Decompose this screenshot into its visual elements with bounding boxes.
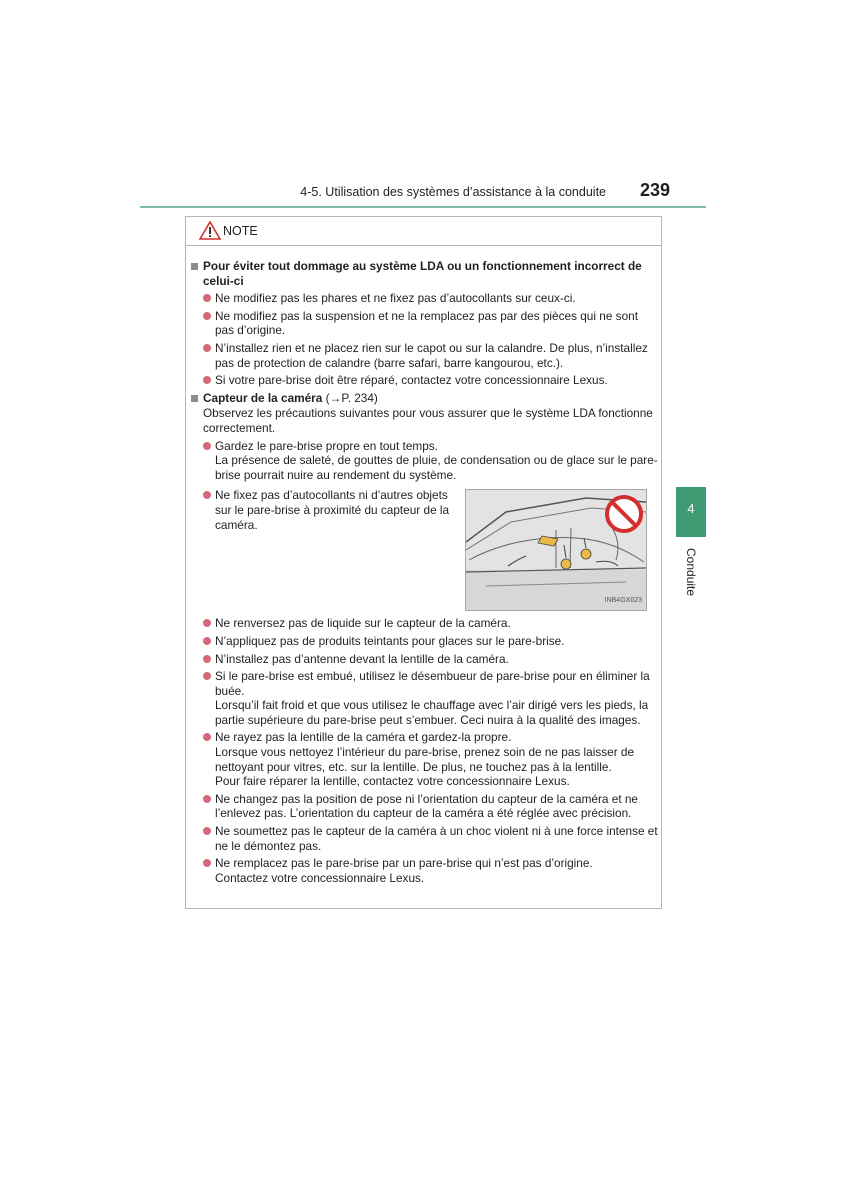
- bullet-dot-icon: [203, 859, 211, 867]
- chapter-tab-label: Conduite: [684, 548, 698, 597]
- list-item: [190, 652, 658, 667]
- bullet-dot-icon: [203, 655, 211, 663]
- list-item-text: Ne changez pas la position de pose ni l’orientation du capteur de la caméra et ne l’enlevez pas. L’orientation du capteur de la caméra a été réglée avec précision.: [215, 791, 638, 821]
- bullet-dot-icon: [203, 672, 211, 680]
- section-title: Pour éviter tout dommage au système LDA ou un fonctionnement incorrect de celui-ci: [203, 259, 642, 288]
- warning-triangle-icon: [199, 221, 221, 240]
- list-item: [190, 341, 658, 370]
- list-item: [190, 669, 658, 727]
- list-item-text: Gardez le pare-brise propre en tout temps.: [215, 438, 438, 453]
- windshield-illustration: [465, 489, 647, 611]
- section-header-title: 4-5. Utilisation des systèmes d’assistance à la conduite: [300, 185, 606, 199]
- bullet-dot-icon: [203, 442, 211, 450]
- bullet-dot-icon: [203, 827, 211, 835]
- note-header: [186, 217, 661, 246]
- page-reference: (→P. 234): [322, 390, 378, 405]
- list-item-text: Ne renversez pas de liquide sur le capteur de la caméra.: [215, 616, 511, 631]
- section-title: Capteur de la caméra: [203, 390, 323, 405]
- list-item: [190, 856, 658, 885]
- windshield-drawing: [466, 490, 646, 610]
- list-item-text: Ne soumettez pas le capteur de la caméra à un choc violent ni à une force intense et ne le démontez pas.: [215, 824, 658, 853]
- header-rule: [140, 206, 706, 208]
- section-camera-sensor: [190, 391, 658, 406]
- bullet-dot-icon: [203, 619, 211, 627]
- list-item-subtext: Contactez votre concessionnaire Lexus.: [215, 870, 425, 885]
- bullet-dot-icon: [203, 795, 211, 803]
- list-item: [190, 439, 658, 483]
- list-item: [190, 373, 658, 388]
- list-item-text: Ne remplacez pas le pare-brise par un pare-brise qui n’est pas d’origine.: [215, 856, 593, 871]
- list-item-subtext: Lorsqu’il fait froid et que vous utilisez le chauffage avec l’air dirigé vers les pieds, la partie supérieure du pare-brise peut s’embuer. Ceci nuira à la qualité des images.: [215, 698, 649, 727]
- list-item: [190, 291, 658, 306]
- note-title: NOTE: [223, 224, 258, 238]
- list-item-text: Ne modifiez pas la suspension et ne la remplacez pas par des pièces qui ne sont pas d’origine.: [215, 308, 638, 338]
- list-item-text: Si le pare-brise est embué, utilisez le désembueur de pare-brise pour en éliminer la buée.: [215, 669, 650, 698]
- list-item: [190, 309, 658, 338]
- bullet-dot-icon: [203, 376, 211, 384]
- figure-code: INB4GX023: [604, 596, 642, 604]
- list-item: [190, 824, 658, 853]
- list-item: [190, 730, 658, 788]
- list-item-text: Si votre pare-brise doit être réparé, contactez votre concessionnaire Lexus.: [215, 373, 608, 388]
- bullet-dot-icon: [203, 344, 211, 352]
- note-box: [185, 216, 662, 909]
- section-lda-damage: [190, 259, 658, 288]
- bullet-dot-icon: [203, 733, 211, 741]
- figure-row: [190, 488, 658, 613]
- list-item-text: Ne rayez pas la lentille de la caméra et gardez-la propre.: [215, 730, 512, 745]
- list-item-text: Ne fixez pas d’autocollants ni d’autres objets sur le pare-brise à proximité du capteur de la caméra.: [215, 488, 450, 532]
- prohibition-icon: [607, 497, 641, 531]
- note-content: [190, 257, 658, 885]
- bullet-dot-icon: [203, 491, 211, 499]
- list-item-subtext: Pour faire réparer la lentille, contactez votre concessionnaire Lexus.: [215, 774, 570, 789]
- page-number: 239: [639, 180, 670, 200]
- square-bullet-icon: [191, 263, 198, 270]
- list-item: [190, 488, 453, 532]
- bullet-dot-icon: [203, 294, 211, 302]
- list-item-text: N’installez pas d’antenne devant la lentille de la caméra.: [215, 651, 509, 666]
- list-item-text: N’appliquez pas de produits teintants pour glaces sur le pare-brise.: [215, 633, 565, 648]
- list-item-subtext: La présence de saleté, de gouttes de pluie, de condensation ou de glace sur le pare-brise pourrait nuire au rendement du système.: [215, 453, 658, 482]
- square-bullet-icon: [191, 395, 198, 402]
- list-item-subtext: Lorsque vous nettoyez l’intérieur du pare-brise, prenez soin de ne pas laisser de nettoyant pour vitres, etc. sur la lentille. De plus, ne touchez pas à la lentille.: [215, 745, 635, 774]
- list-item: [190, 792, 658, 821]
- section-intro: Observez les précautions suivantes pour vous assurer que le système LDA fonctionne correctement.: [203, 406, 653, 435]
- list-item: [190, 634, 658, 649]
- bullet-dot-icon: [203, 312, 211, 320]
- bullet-dot-icon: [203, 637, 211, 645]
- list-item-text: N’installez rien et ne placez rien sur le capot ou sur la calandre. De plus, n’installez pas de protection de calandre (barre safari, barre kangourou, etc.).: [215, 340, 648, 370]
- list-item: [190, 616, 658, 631]
- list-item-text: Ne modifiez pas les phares et ne fixez pas d’autocollants sur ceux-ci.: [215, 291, 576, 306]
- chapter-tab: 4: [676, 487, 706, 537]
